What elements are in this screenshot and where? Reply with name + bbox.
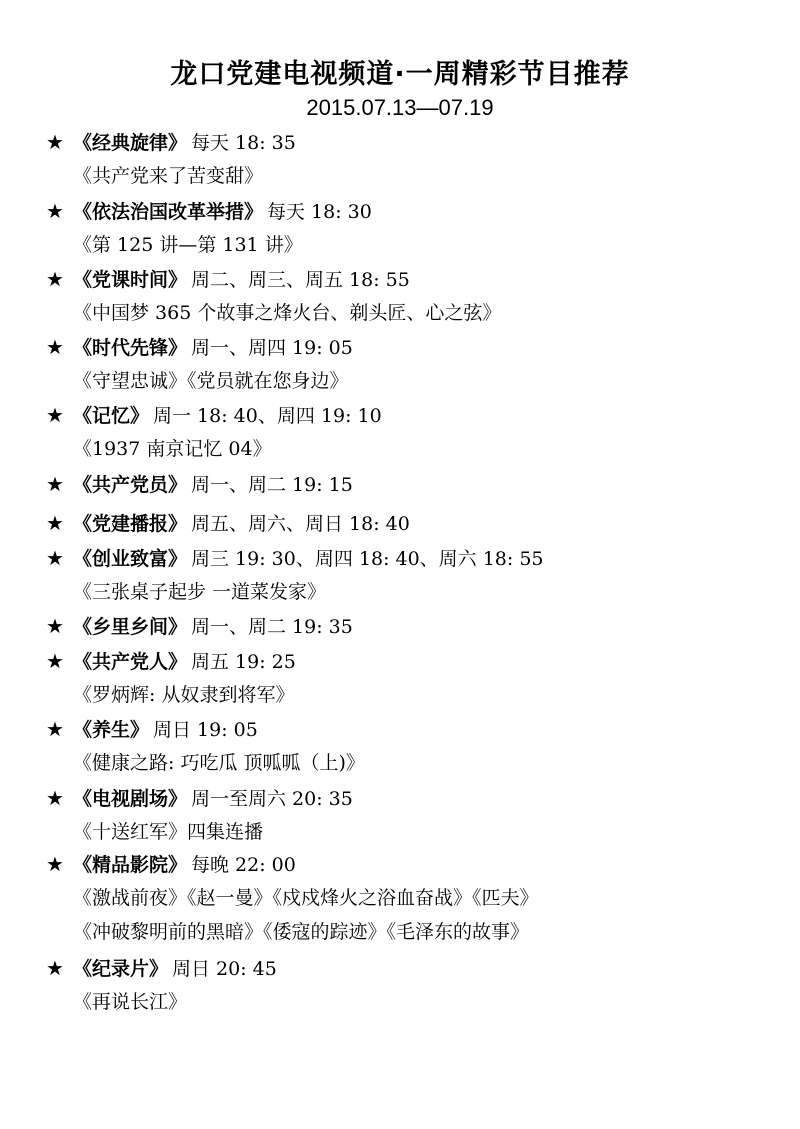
- program-item: [46, 546, 544, 571]
- program-schedule: 每天 18: 30: [267, 201, 372, 223]
- program-name: 《党课时间》: [73, 269, 188, 291]
- program-episode: 《守望忠诚》《党员就在您身边》: [73, 370, 349, 392]
- program-episode: 《1937 南京记忆 04》: [73, 438, 272, 460]
- program-item: [46, 852, 296, 877]
- program-name: 《乡里乡间》: [73, 616, 188, 638]
- program-name: 《纪录片》: [73, 958, 169, 980]
- program-schedule: 周日 20: 45: [172, 958, 277, 980]
- program-name: 《依法治国改革举措》: [73, 201, 264, 223]
- program-name: 《创业致富》: [73, 548, 188, 570]
- program-schedule: 周二、周三、周五 18: 55: [191, 269, 410, 291]
- program-name: 《共产党员》: [73, 474, 188, 496]
- program-schedule: 周五 19: 25: [191, 651, 296, 673]
- program-schedule: 周一至周六 20: 35: [191, 788, 353, 810]
- program-schedule: 周日 19: 05: [153, 719, 258, 741]
- program-name: 《电视剧场》: [73, 788, 188, 810]
- program-name: 《养生》: [73, 719, 150, 741]
- program-name: 《共产党人》: [73, 651, 188, 673]
- program-item: [46, 403, 382, 428]
- star-icon: ★: [46, 786, 64, 810]
- star-icon: ★: [46, 956, 64, 980]
- star-icon: ★: [46, 717, 64, 741]
- program-item: [46, 956, 277, 981]
- program-item: [46, 786, 353, 811]
- program-item: [46, 335, 353, 360]
- program-episode: 《十送红军》四集连播: [73, 821, 264, 843]
- program-episode: 《再说长江》: [73, 991, 188, 1013]
- star-icon: ★: [46, 649, 64, 673]
- star-icon: ★: [46, 511, 64, 535]
- program-name: 《记忆》: [73, 405, 150, 427]
- program-schedule: 周一 18: 40、周四 19: 10: [153, 405, 382, 427]
- star-icon: ★: [46, 546, 64, 570]
- program-item: [46, 130, 296, 155]
- program-name: 《精品影院》: [73, 854, 188, 876]
- program-episode: 《激战前夜》《赵一曼》《戍戍烽火之浴血奋战》《匹夫》: [73, 887, 539, 909]
- program-schedule: 周三 19: 30、周四 18: 40、周六 18: 55: [191, 548, 544, 570]
- program-item: [46, 614, 353, 639]
- star-icon: ★: [46, 267, 64, 291]
- program-item: [46, 267, 410, 292]
- program-item: [46, 717, 258, 742]
- program-schedule: 每晚 22: 00: [191, 854, 296, 876]
- program-schedule: 每天 18: 35: [191, 132, 296, 154]
- star-icon: ★: [46, 130, 64, 154]
- star-icon: ★: [46, 403, 64, 427]
- program-name: 《党建播报》: [73, 513, 188, 535]
- program-schedule: 周一、周四 19: 05: [191, 337, 353, 359]
- program-episode: 《三张桌子起步 一道菜发家》: [73, 581, 327, 603]
- program-item: [46, 511, 410, 536]
- program-episode: 《中国梦 365 个故事之烽火台、剃头匠、心之弦》: [73, 302, 502, 324]
- page-title: 龙口党建电视频道·一周精彩节目推荐: [170, 59, 630, 90]
- program-name: 《时代先锋》: [73, 337, 188, 359]
- program-episode: 《共产党来了苦变甜》: [73, 165, 264, 187]
- program-episode: 《健康之路: 巧吃瓜 顶呱呱（上)》: [73, 752, 365, 774]
- star-icon: ★: [46, 335, 64, 359]
- star-icon: ★: [46, 472, 64, 496]
- program-schedule: 周五、周六、周日 18: 40: [191, 513, 410, 535]
- program-episode: 《冲破黎明前的黑暗》《倭寇的踪迹》《毛泽东的故事》: [73, 921, 530, 943]
- program-item: [46, 649, 296, 674]
- star-icon: ★: [46, 852, 64, 876]
- program-schedule: 周一、周二 19: 35: [191, 616, 353, 638]
- program-item: [46, 199, 372, 224]
- program-name: 《经典旋律》: [73, 132, 188, 154]
- program-episode: 《第 125 讲—第 131 讲》: [73, 234, 303, 256]
- date-range: 2015.07.13—07.19: [306, 95, 494, 120]
- program-item: [46, 472, 353, 497]
- program-schedule: 周一、周二 19: 15: [191, 474, 353, 496]
- star-icon: ★: [46, 614, 64, 638]
- star-icon: ★: [46, 199, 64, 223]
- program-episode: 《罗炳辉: 从奴隶到将军》: [73, 684, 295, 706]
